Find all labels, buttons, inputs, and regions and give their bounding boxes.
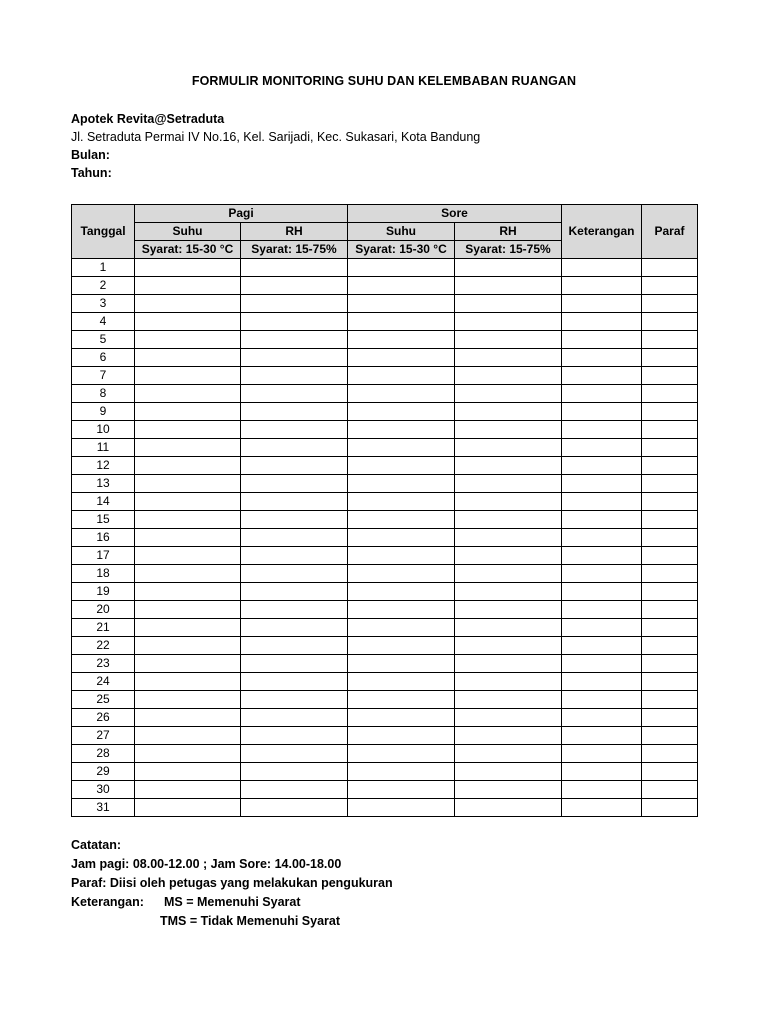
sore-rh-cell[interactable]	[455, 421, 562, 439]
sore-rh-cell[interactable]	[455, 349, 562, 367]
keterangan-cell[interactable]	[562, 421, 642, 439]
keterangan-cell[interactable]	[562, 403, 642, 421]
pagi-rh-cell[interactable]	[241, 457, 348, 475]
paraf-cell[interactable]	[642, 331, 698, 349]
sore-rh-cell[interactable]	[455, 331, 562, 349]
day-number: 18	[72, 565, 135, 583]
day-number: 31	[72, 799, 135, 817]
sore-suhu-cell[interactable]	[348, 565, 455, 583]
notes-paraf: Paraf: Diisi oleh petugas yang melakukan pengukuran	[71, 876, 393, 890]
day-number: 24	[72, 673, 135, 691]
pagi-suhu-cell[interactable]	[135, 655, 241, 673]
keterangan-cell[interactable]	[562, 637, 642, 655]
pagi-suhu-cell[interactable]	[135, 673, 241, 691]
keterangan-cell[interactable]	[562, 745, 642, 763]
pagi-suhu-cell[interactable]	[135, 727, 241, 745]
day-number: 11	[72, 439, 135, 457]
pagi-rh-cell[interactable]	[241, 781, 348, 799]
sore-suhu-cell[interactable]	[348, 655, 455, 673]
sore-rh-cell[interactable]	[455, 295, 562, 313]
pagi-rh-cell[interactable]	[241, 799, 348, 817]
keterangan-cell[interactable]	[562, 295, 642, 313]
table-row	[72, 385, 698, 403]
sore-rh-cell[interactable]	[455, 637, 562, 655]
pagi-rh-cell[interactable]	[241, 745, 348, 763]
form-title: FORMULIR MONITORING SUHU DAN KELEMBABAN RUANGAN	[191, 74, 577, 88]
pagi-rh-cell[interactable]	[241, 295, 348, 313]
sore-rh-cell[interactable]	[455, 673, 562, 691]
keterangan-cell[interactable]	[562, 673, 642, 691]
sore-rh-cell[interactable]	[455, 385, 562, 403]
org-block	[71, 110, 480, 182]
sore-suhu-cell[interactable]	[348, 349, 455, 367]
paraf-cell[interactable]	[642, 313, 698, 331]
pagi-suhu-cell[interactable]	[135, 709, 241, 727]
pagi-rh-cell[interactable]	[241, 439, 348, 457]
paraf-cell[interactable]	[642, 421, 698, 439]
table-row	[72, 583, 698, 601]
day-number: 25	[72, 691, 135, 709]
table-row	[72, 799, 698, 817]
pagi-rh-cell[interactable]	[241, 367, 348, 385]
paraf-cell[interactable]	[642, 727, 698, 745]
table-row	[72, 781, 698, 799]
sore-rh-cell[interactable]	[455, 547, 562, 565]
paraf-cell[interactable]	[642, 259, 698, 277]
keterangan-cell[interactable]	[562, 619, 642, 637]
notes-tms-row	[71, 912, 393, 931]
sore-suhu-cell[interactable]	[348, 709, 455, 727]
day-number: 5	[72, 331, 135, 349]
paraf-cell[interactable]	[642, 547, 698, 565]
sore-rh-cell[interactable]	[455, 709, 562, 727]
paraf-cell[interactable]	[642, 691, 698, 709]
sore-suhu-cell[interactable]	[348, 331, 455, 349]
pagi-rh-cell[interactable]	[241, 529, 348, 547]
sore-suhu-cell[interactable]	[348, 511, 455, 529]
pagi-suhu-cell[interactable]	[135, 511, 241, 529]
header-pagi-rh: RH	[241, 223, 348, 241]
sore-rh-cell[interactable]	[455, 619, 562, 637]
table-row	[72, 709, 698, 727]
sore-rh-cell[interactable]	[455, 313, 562, 331]
table-row	[72, 457, 698, 475]
day-number: 1	[72, 259, 135, 277]
paraf-cell[interactable]	[642, 565, 698, 583]
table-row	[72, 637, 698, 655]
keterangan-cell[interactable]	[562, 259, 642, 277]
table-row	[72, 727, 698, 745]
pagi-suhu-cell[interactable]	[135, 331, 241, 349]
paraf-cell[interactable]	[642, 673, 698, 691]
table-row	[72, 277, 698, 295]
header-paraf: Paraf	[642, 205, 698, 259]
keterangan-cell[interactable]	[562, 565, 642, 583]
pagi-suhu-cell[interactable]	[135, 799, 241, 817]
org-name: Apotek Revita@Setraduta	[71, 112, 225, 126]
header-pagi-suhu: Suhu	[135, 223, 241, 241]
keterangan-cell[interactable]	[562, 313, 642, 331]
sore-suhu-cell[interactable]	[348, 277, 455, 295]
keterangan-cell[interactable]	[562, 457, 642, 475]
bulan-label: Bulan:	[71, 148, 110, 162]
paraf-cell[interactable]	[642, 601, 698, 619]
sore-rh-cell[interactable]	[455, 529, 562, 547]
keterangan-cell[interactable]	[562, 547, 642, 565]
monitoring-table	[71, 204, 698, 817]
sore-suhu-cell[interactable]	[348, 403, 455, 421]
keterangan-cell[interactable]	[562, 691, 642, 709]
header-sore-suhu-req: Syarat: 15-30 °C	[348, 241, 455, 259]
paraf-cell[interactable]	[642, 799, 698, 817]
table-row	[72, 367, 698, 385]
pagi-rh-cell[interactable]	[241, 403, 348, 421]
table-row	[72, 619, 698, 637]
notes-keterangan-row	[71, 893, 393, 912]
keterangan-cell[interactable]	[562, 331, 642, 349]
day-number: 16	[72, 529, 135, 547]
pagi-suhu-cell[interactable]	[135, 475, 241, 493]
paraf-cell[interactable]	[642, 439, 698, 457]
org-address: Jl. Setraduta Permai IV No.16, Kel. Sarijadi, Kec. Sukasari, Kota Bandung	[71, 130, 481, 144]
pagi-rh-cell[interactable]	[241, 727, 348, 745]
paraf-cell[interactable]	[642, 457, 698, 475]
paraf-cell[interactable]	[642, 367, 698, 385]
sore-rh-cell[interactable]	[455, 403, 562, 421]
pagi-suhu-cell[interactable]	[135, 313, 241, 331]
day-number: 4	[72, 313, 135, 331]
sore-rh-cell[interactable]	[455, 691, 562, 709]
pagi-suhu-cell[interactable]	[135, 403, 241, 421]
keterangan-cell[interactable]	[562, 601, 642, 619]
table-row	[72, 475, 698, 493]
pagi-suhu-cell[interactable]	[135, 619, 241, 637]
header-sore: Sore	[348, 205, 562, 223]
header-sore-rh-req: Syarat: 15-75%	[455, 241, 562, 259]
pagi-suhu-cell[interactable]	[135, 493, 241, 511]
day-number: 28	[72, 745, 135, 763]
sore-suhu-cell[interactable]	[348, 475, 455, 493]
table-row	[72, 349, 698, 367]
day-number: 6	[72, 349, 135, 367]
table-row	[72, 763, 698, 781]
keterangan-cell[interactable]	[562, 655, 642, 673]
notes-keterangan-label: Keterangan:	[71, 895, 144, 909]
table-row	[72, 673, 698, 691]
pagi-suhu-cell[interactable]	[135, 565, 241, 583]
pagi-suhu-cell[interactable]	[135, 385, 241, 403]
day-number: 3	[72, 295, 135, 313]
sore-rh-cell[interactable]	[455, 511, 562, 529]
table-row	[72, 493, 698, 511]
keterangan-cell[interactable]	[562, 439, 642, 457]
paraf-cell[interactable]	[642, 655, 698, 673]
pagi-rh-cell[interactable]	[241, 313, 348, 331]
pagi-rh-cell[interactable]	[241, 709, 348, 727]
day-number: 19	[72, 583, 135, 601]
sore-rh-cell[interactable]	[455, 583, 562, 601]
pagi-suhu-cell[interactable]	[135, 349, 241, 367]
tahun-label: Tahun:	[71, 166, 112, 180]
pagi-rh-cell[interactable]	[241, 637, 348, 655]
pagi-rh-cell[interactable]	[241, 583, 348, 601]
keterangan-cell[interactable]	[562, 709, 642, 727]
table-row	[72, 313, 698, 331]
pagi-rh-cell[interactable]	[241, 421, 348, 439]
table-row	[72, 439, 698, 457]
sore-suhu-cell[interactable]	[348, 745, 455, 763]
day-number: 7	[72, 367, 135, 385]
pagi-suhu-cell[interactable]	[135, 691, 241, 709]
pagi-rh-cell[interactable]	[241, 673, 348, 691]
keterangan-cell[interactable]	[562, 385, 642, 403]
sore-rh-cell[interactable]	[455, 493, 562, 511]
header-sore-rh: RH	[455, 223, 562, 241]
keterangan-cell[interactable]	[562, 781, 642, 799]
paraf-cell[interactable]	[642, 709, 698, 727]
pagi-suhu-cell[interactable]	[135, 367, 241, 385]
pagi-suhu-cell[interactable]	[135, 637, 241, 655]
sore-suhu-cell[interactable]	[348, 637, 455, 655]
sore-rh-cell[interactable]	[455, 457, 562, 475]
pagi-suhu-cell[interactable]	[135, 439, 241, 457]
keterangan-cell[interactable]	[562, 349, 642, 367]
pagi-rh-cell[interactable]	[241, 691, 348, 709]
notes-block	[71, 836, 393, 931]
sore-suhu-cell[interactable]	[348, 421, 455, 439]
pagi-rh-cell[interactable]	[241, 277, 348, 295]
sore-suhu-cell[interactable]	[348, 313, 455, 331]
pagi-suhu-cell[interactable]	[135, 763, 241, 781]
table-row	[72, 601, 698, 619]
sore-suhu-cell[interactable]	[348, 727, 455, 745]
pagi-suhu-cell[interactable]	[135, 601, 241, 619]
sore-rh-cell[interactable]	[455, 799, 562, 817]
day-number: 15	[72, 511, 135, 529]
keterangan-cell[interactable]	[562, 763, 642, 781]
day-number: 10	[72, 421, 135, 439]
notes-jam: Jam pagi: 08.00-12.00 ; Jam Sore: 14.00-18.00	[71, 857, 342, 871]
day-number: 12	[72, 457, 135, 475]
pagi-suhu-cell[interactable]	[135, 457, 241, 475]
notes-ms: MS = Memenuhi Syarat	[164, 895, 301, 909]
pagi-suhu-cell[interactable]	[135, 277, 241, 295]
day-number: 26	[72, 709, 135, 727]
sore-suhu-cell[interactable]	[348, 439, 455, 457]
day-number: 23	[72, 655, 135, 673]
sore-suhu-cell[interactable]	[348, 781, 455, 799]
sore-suhu-cell[interactable]	[348, 583, 455, 601]
pagi-rh-cell[interactable]	[241, 259, 348, 277]
sore-rh-cell[interactable]	[455, 763, 562, 781]
day-number: 30	[72, 781, 135, 799]
table-body	[72, 259, 698, 817]
keterangan-cell[interactable]	[562, 277, 642, 295]
pagi-rh-cell[interactable]	[241, 511, 348, 529]
table-row	[72, 331, 698, 349]
paraf-cell[interactable]	[642, 745, 698, 763]
sore-rh-cell[interactable]	[455, 601, 562, 619]
table-row	[72, 691, 698, 709]
paraf-cell[interactable]	[642, 637, 698, 655]
paraf-cell[interactable]	[642, 781, 698, 799]
header-keterangan: Keterangan	[562, 205, 642, 259]
paraf-cell[interactable]	[642, 475, 698, 493]
pagi-rh-cell[interactable]	[241, 763, 348, 781]
table-row	[72, 295, 698, 313]
notes-heading: Catatan:	[71, 838, 122, 852]
day-number: 13	[72, 475, 135, 493]
header-pagi-rh-req: Syarat: 15-75%	[241, 241, 348, 259]
sore-rh-cell[interactable]	[455, 277, 562, 295]
keterangan-cell[interactable]	[562, 367, 642, 385]
keterangan-cell[interactable]	[562, 529, 642, 547]
paraf-cell[interactable]	[642, 493, 698, 511]
table-row	[72, 547, 698, 565]
pagi-rh-cell[interactable]	[241, 565, 348, 583]
keterangan-cell[interactable]	[562, 727, 642, 745]
keterangan-cell[interactable]	[562, 475, 642, 493]
sore-suhu-cell[interactable]	[348, 529, 455, 547]
day-number: 2	[72, 277, 135, 295]
header-pagi-suhu-req: Syarat: 15-30 °C	[135, 241, 241, 259]
table-row	[72, 259, 698, 277]
day-number: 22	[72, 637, 135, 655]
sore-suhu-cell[interactable]	[348, 691, 455, 709]
sore-rh-cell[interactable]	[455, 655, 562, 673]
paraf-cell[interactable]	[642, 511, 698, 529]
day-number: 17	[72, 547, 135, 565]
header-pagi: Pagi	[135, 205, 348, 223]
header-sore-suhu: Suhu	[348, 223, 455, 241]
paraf-cell[interactable]	[642, 529, 698, 547]
sore-suhu-cell[interactable]	[348, 547, 455, 565]
paraf-cell[interactable]	[642, 385, 698, 403]
paraf-cell[interactable]	[642, 763, 698, 781]
pagi-rh-cell[interactable]	[241, 385, 348, 403]
sore-suhu-cell[interactable]	[348, 457, 455, 475]
sore-suhu-cell[interactable]	[348, 601, 455, 619]
sore-suhu-cell[interactable]	[348, 295, 455, 313]
sore-rh-cell[interactable]	[455, 745, 562, 763]
sore-rh-cell[interactable]	[455, 439, 562, 457]
pagi-rh-cell[interactable]	[241, 655, 348, 673]
sore-suhu-cell[interactable]	[348, 763, 455, 781]
pagi-rh-cell[interactable]	[241, 493, 348, 511]
pagi-suhu-cell[interactable]	[135, 529, 241, 547]
paraf-cell[interactable]	[642, 403, 698, 421]
header-tanggal: Tanggal	[72, 205, 135, 259]
pagi-rh-cell[interactable]	[241, 475, 348, 493]
day-number: 8	[72, 385, 135, 403]
keterangan-cell[interactable]	[562, 511, 642, 529]
sore-suhu-cell[interactable]	[348, 493, 455, 511]
day-number: 21	[72, 619, 135, 637]
table-row	[72, 511, 698, 529]
paraf-cell[interactable]	[642, 277, 698, 295]
sore-rh-cell[interactable]	[455, 367, 562, 385]
paraf-cell[interactable]	[642, 583, 698, 601]
pagi-suhu-cell[interactable]	[135, 259, 241, 277]
sore-rh-cell[interactable]	[455, 781, 562, 799]
pagi-rh-cell[interactable]	[241, 331, 348, 349]
pagi-rh-cell[interactable]	[241, 547, 348, 565]
pagi-rh-cell[interactable]	[241, 619, 348, 637]
keterangan-cell[interactable]	[562, 799, 642, 817]
day-number: 9	[72, 403, 135, 421]
sore-rh-cell[interactable]	[455, 565, 562, 583]
table-row	[72, 655, 698, 673]
pagi-suhu-cell[interactable]	[135, 295, 241, 313]
table-row	[72, 565, 698, 583]
table-row	[72, 745, 698, 763]
keterangan-cell[interactable]	[562, 493, 642, 511]
sore-suhu-cell[interactable]	[348, 619, 455, 637]
sore-rh-cell[interactable]	[455, 727, 562, 745]
keterangan-cell[interactable]	[562, 583, 642, 601]
sore-suhu-cell[interactable]	[348, 799, 455, 817]
day-number: 29	[72, 763, 135, 781]
sore-suhu-cell[interactable]	[348, 367, 455, 385]
pagi-suhu-cell[interactable]	[135, 745, 241, 763]
paraf-cell[interactable]	[642, 349, 698, 367]
pagi-suhu-cell[interactable]	[135, 583, 241, 601]
sore-rh-cell[interactable]	[455, 259, 562, 277]
sore-suhu-cell[interactable]	[348, 673, 455, 691]
notes-tms: TMS = Tidak Memenuhi Syarat	[160, 914, 341, 928]
day-number: 27	[72, 727, 135, 745]
pagi-rh-cell[interactable]	[241, 601, 348, 619]
table-row	[72, 529, 698, 547]
sore-suhu-cell[interactable]	[348, 259, 455, 277]
pagi-rh-cell[interactable]	[241, 349, 348, 367]
table-row	[72, 403, 698, 421]
day-number: 20	[72, 601, 135, 619]
paraf-cell[interactable]	[642, 295, 698, 313]
pagi-suhu-cell[interactable]	[135, 421, 241, 439]
sore-suhu-cell[interactable]	[348, 385, 455, 403]
table-row	[72, 421, 698, 439]
pagi-suhu-cell[interactable]	[135, 547, 241, 565]
pagi-suhu-cell[interactable]	[135, 781, 241, 799]
sore-rh-cell[interactable]	[455, 475, 562, 493]
day-number: 14	[72, 493, 135, 511]
paraf-cell[interactable]	[642, 619, 698, 637]
